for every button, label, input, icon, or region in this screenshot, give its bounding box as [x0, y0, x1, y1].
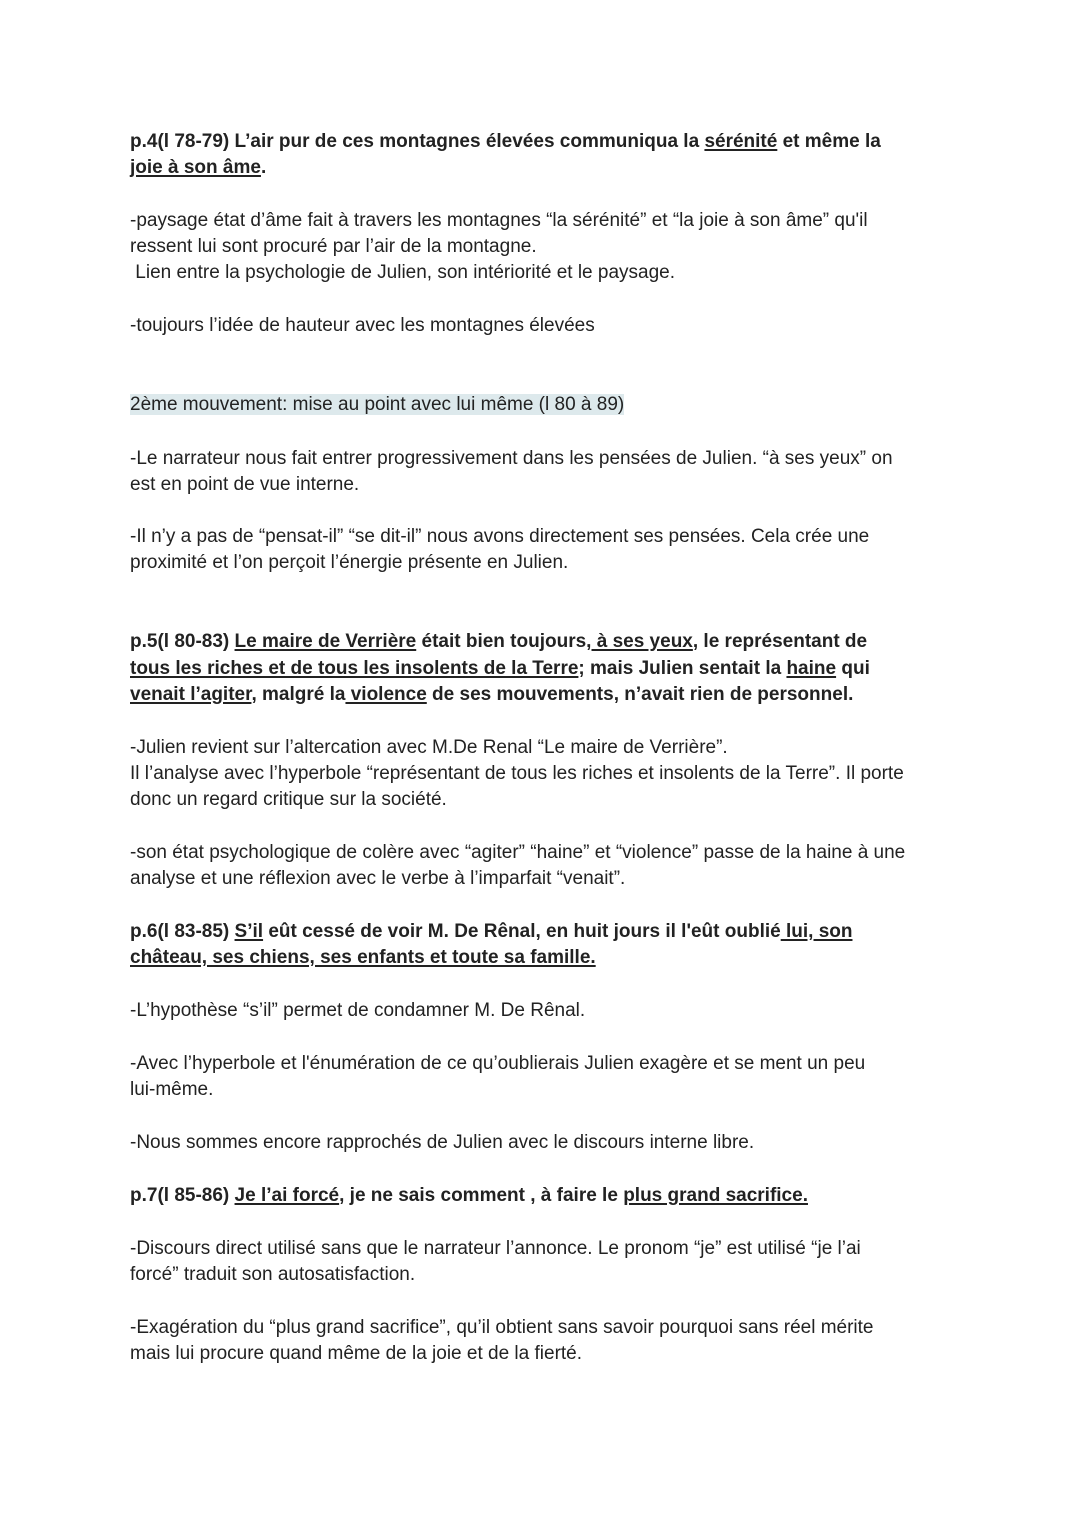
text-span: p.6(l 83-85) — [130, 921, 235, 942]
text-span: était bien toujours — [416, 631, 587, 652]
highlighted-heading: 2ème mouvement: mise au point avec lui même (l 80 à 89) — [130, 394, 625, 415]
text-span: et même la — [777, 131, 881, 152]
comment-line: Lien entre la psychologie de Julien, son intériorité et le paysage. — [130, 262, 676, 283]
comment-line: -Il n’y a pas de “pensat-il” “se dit-il” nous avons directement ses pensées. Cela crée une — [130, 526, 870, 547]
quote-p6-line1 — [130, 919, 852, 945]
text-span: de ses mouvements, n’avait rien de personnel. — [426, 684, 854, 705]
comment-line: ressent lui sont procuré par l’air de la montagne. — [130, 236, 537, 257]
underlined-text: , à ses yeux — [586, 631, 693, 652]
comment-line: donc un regard critique sur la société. — [130, 789, 447, 810]
comment-line: est en point de vue interne. — [130, 474, 360, 495]
text-span: , le représentant de — [692, 631, 868, 652]
quote-p4-line1 — [130, 129, 881, 155]
text-span: p.7(l 85-86) — [130, 1185, 235, 1206]
text-span: p.5(l 80-83) — [130, 631, 235, 652]
comment-line: lui-même. — [130, 1079, 214, 1100]
comment-line: -Le narrateur nous fait entrer progressivement dans les pensées de Julien. “à ses yeux” on — [130, 448, 893, 469]
comment-line: -Exagération du “plus grand sacrifice”, qu’il obtient sans savoir pourquoi sans réel mérite — [130, 1317, 874, 1338]
comment-line: Il l’analyse avec l’hyperbole “représentant de tous les riches et insolents de la Terre”. Il porte — [130, 763, 904, 784]
underlined-text: plus grand sacrifice. — [623, 1185, 808, 1206]
underlined-text: tous les riches et de tous les insolents de la Terre — [130, 658, 579, 679]
underlined-text: haine — [786, 658, 837, 679]
underlined-text: château, ses chiens, ses enfants et toute sa famille. — [130, 947, 596, 968]
text-span: qui — [836, 658, 870, 679]
quote-p5-line3 — [130, 682, 853, 708]
quote-p5-line2 — [130, 656, 870, 682]
text-span: eût cessé de voir M. De Rênal, en huit jours il l'eût oublié — [263, 921, 781, 942]
text-span: ; mais Julien sentait la — [578, 658, 787, 679]
comment-line: -Avec l’hyperbole et l'énumération de ce qu’oublierais Julien exagère et se ment un peu — [130, 1053, 866, 1074]
comment-line: -toujours l’idée de hauteur avec les montagnes élevées — [130, 315, 595, 336]
comment-line: -L’hypothèse “s’il” permet de condamner M. De Rênal. — [130, 1000, 586, 1021]
quote-p4-line2 — [130, 155, 266, 181]
underlined-text: sérénité — [704, 131, 778, 152]
comment-line: forcé” traduit son autosatisfaction. — [130, 1264, 416, 1285]
comment-line: -paysage état d’âme fait à travers les montagnes “la sérénité” et “la joie à son âme” qu'il — [130, 210, 868, 231]
comment-line: mais lui procure quand même de la joie et de la fierté. — [130, 1343, 583, 1364]
comment-line: -Julien revient sur l’altercation avec M.De Renal “Le maire de Verrière”. — [130, 737, 728, 758]
underlined-text: Je l’ai forcé — [234, 1185, 340, 1206]
comment-line: -son état psychologique de colère avec “agiter” “haine” et “violence” passe de la haine à une — [130, 842, 906, 863]
text-span: , malgré la — [251, 684, 346, 705]
underlined-text: S’il — [234, 921, 264, 942]
comment-line: proximité et l’on perçoit l’énergie présente en Julien. — [130, 552, 569, 573]
section-heading — [130, 392, 624, 418]
underlined-text: Le maire de Verrière — [234, 631, 417, 652]
quote-p6-line2 — [130, 945, 596, 971]
underlined-text: lui, son — [780, 921, 853, 942]
comment-line: -Discours direct utilisé sans que le narrateur l’annonce. Le pronom “je” est utilisé “je l’ai — [130, 1238, 861, 1259]
underlined-text: joie à son âme — [130, 157, 261, 178]
quote-p5-line1 — [130, 629, 867, 655]
quote-p7-line1 — [130, 1183, 808, 1209]
underlined-text: violence — [345, 684, 427, 705]
comment-line: analyse et une réflexion avec le verbe à l’imparfait “venait”. — [130, 868, 626, 889]
text-span: , je ne sais comment , à faire le — [339, 1185, 624, 1206]
text-span: p.4(l 78-79) L’air pur de ces montagnes élevées communiqua la — [130, 131, 705, 152]
text-span: . — [260, 157, 267, 178]
underlined-text: venait l’agiter — [130, 684, 252, 705]
comment-line: -Nous sommes encore rapprochés de Julien avec le discours interne libre. — [130, 1132, 755, 1153]
